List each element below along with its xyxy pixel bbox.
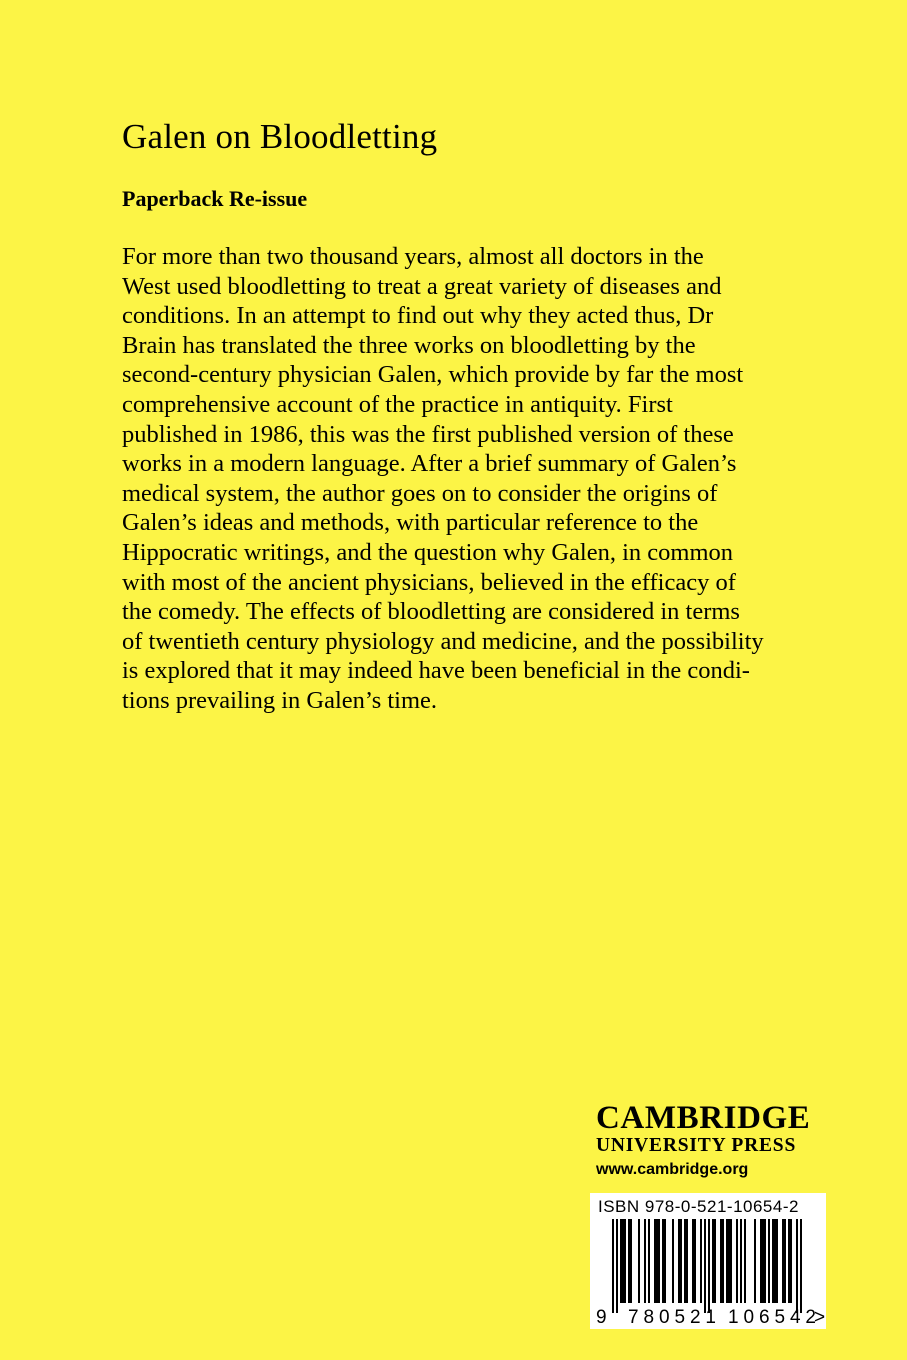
barcode-bar-15 — [672, 1219, 674, 1303]
barcode-bar-36 — [760, 1219, 762, 1303]
blurb-line: of twentieth century physiology and medicine, and the possibility — [122, 627, 764, 655]
barcode-bar-12 — [658, 1219, 660, 1303]
barcode-bar-31 — [730, 1219, 732, 1303]
barcode-bar-9 — [648, 1219, 650, 1303]
barcode-bar-14 — [664, 1219, 666, 1303]
barcode-bar-42 — [776, 1219, 778, 1303]
barcode-bar-18 — [684, 1219, 686, 1303]
barcode-bar-7 — [638, 1219, 640, 1303]
barcode-bar-13 — [662, 1219, 664, 1303]
barcode-bar-29 — [726, 1219, 728, 1303]
barcode-bar-40 — [772, 1219, 774, 1303]
blurb-line: West used bloodletting to treat a great variety of diseases and — [122, 272, 722, 300]
barcode-bar-46 — [790, 1219, 792, 1303]
barcode-bar-21 — [694, 1219, 696, 1303]
publisher-logo — [596, 1101, 826, 1180]
barcode-bar-8 — [644, 1219, 646, 1303]
blurb-line: tions prevailing in Galen’s time. — [122, 686, 438, 714]
barcode-right-digits: 106542 — [728, 1307, 816, 1328]
barcode-end-mark: > — [814, 1307, 826, 1328]
barcode-bar-32 — [736, 1219, 738, 1303]
barcode-bar-43 — [782, 1219, 784, 1303]
blurb-line: is explored that it may indeed have been beneficial in the condi- — [122, 657, 750, 685]
blurb-line: published in 1986, this was the first published version of these — [122, 420, 734, 448]
blurb-line: the comedy. The effects of bloodletting are considered in terms — [122, 598, 740, 626]
blurb-line: conditions. In an attempt to find out why they acted thus, Dr — [122, 302, 714, 330]
barcode-bar-48 — [800, 1219, 802, 1313]
barcode-bars — [612, 1219, 802, 1313]
barcode-bar-28 — [722, 1219, 724, 1303]
barcode-bar-25 — [712, 1219, 714, 1303]
book-title: Galen on Bloodletting — [122, 117, 438, 156]
barcode-bar-30 — [728, 1219, 730, 1303]
edition-label: Paperback Re-issue — [122, 186, 308, 211]
barcode-bar-10 — [654, 1219, 656, 1303]
barcode-bar-33 — [740, 1219, 742, 1303]
barcode-bar-0 — [612, 1219, 614, 1313]
barcode-bar-39 — [768, 1219, 770, 1303]
barcode-bar-27 — [720, 1219, 722, 1303]
blurb-line: works in a modern language. After a brief summary of Galen’s — [122, 450, 737, 478]
barcode-bar-26 — [714, 1219, 716, 1303]
publisher-subname: UNIVERSITY PRESS — [596, 1135, 797, 1156]
barcode-bar-17 — [680, 1219, 682, 1303]
blurb-line: Hippocratic writings, and the question why Galen, in common — [122, 538, 734, 566]
barcode-bar-45 — [788, 1219, 790, 1303]
blurb-line: For more than two thousand years, almost all doctors in the — [122, 243, 704, 270]
barcode-left-digits: 780521 — [628, 1307, 716, 1328]
barcode-bar-5 — [628, 1219, 630, 1303]
barcode-bar-11 — [656, 1219, 658, 1303]
barcode-bar-1 — [616, 1219, 618, 1313]
barcode-bar-35 — [754, 1219, 756, 1303]
barcode-bar-37 — [762, 1219, 764, 1303]
blurb-line: comprehensive account of the practice in antiquity. First — [122, 390, 673, 418]
barcode-graphic — [590, 1193, 826, 1329]
blurb-line: Brain has translated the three works on bloodletting by the — [122, 331, 696, 359]
barcode-bar-24 — [708, 1219, 710, 1313]
publisher-name: CAMBRIDGE — [596, 1100, 811, 1136]
barcode-bar-19 — [686, 1219, 688, 1303]
barcode-bar-41 — [774, 1219, 776, 1303]
blurb-line: second-century physician Galen, which provide by far the most — [122, 361, 744, 389]
barcode-bar-47 — [796, 1219, 798, 1313]
barcode-bar-16 — [678, 1219, 680, 1303]
isbn-barcode — [590, 1193, 826, 1329]
blurb-text — [122, 242, 802, 716]
barcode-bar-38 — [764, 1219, 766, 1303]
barcode-bar-22 — [700, 1219, 702, 1303]
barcode-bar-23 — [704, 1219, 706, 1313]
isbn-label: ISBN 978-0-521-10654-2 — [598, 1197, 799, 1216]
barcode-bar-3 — [622, 1219, 624, 1303]
barcode-bar-6 — [630, 1219, 632, 1303]
barcode-first-digit: 9 — [596, 1307, 607, 1328]
barcode-bar-2 — [620, 1219, 622, 1303]
publisher-url: www.cambridge.org — [596, 1161, 749, 1178]
blurb-line: with most of the ancient physicians, believed in the efficacy of — [122, 568, 736, 596]
barcode-bar-34 — [744, 1219, 746, 1303]
blurb-line: Galen’s ideas and methods, with particular reference to the — [122, 509, 699, 537]
barcode-bar-44 — [784, 1219, 786, 1303]
barcode-bar-20 — [692, 1219, 694, 1303]
barcode-bar-4 — [624, 1219, 626, 1303]
blurb-line: medical system, the author goes on to consider the origins of — [122, 479, 718, 507]
